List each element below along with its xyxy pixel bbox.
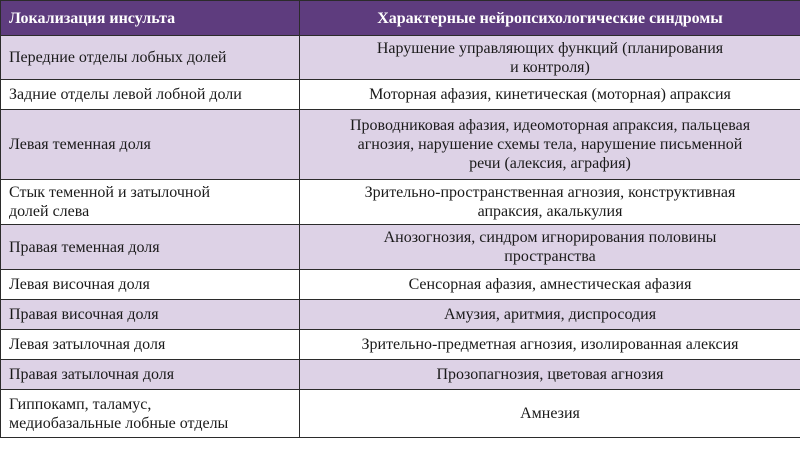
table-row <box>1 390 800 438</box>
table-header-row <box>1 1 800 36</box>
syndromes-cell: Прозопагнозия, цветовая агнозия <box>300 360 800 390</box>
header-localization: Локализация инсульта <box>1 1 300 36</box>
syndromes-cell: Амузия, аритмия, диспросодия <box>300 300 800 330</box>
stroke-location-cell: Левая височная доля <box>1 270 300 300</box>
table-row <box>1 36 800 80</box>
syndromes-cell: Проводниковая афазия, идеомоторная апраксия, пальцевая агнозия, нарушение схемы тела, нарушение письменной речи (алексия, аграфия) <box>300 110 800 180</box>
stroke-location-cell: Задние отделы левой лобной доли <box>1 80 300 110</box>
stroke-location-cell: Левая теменная доля <box>1 110 300 180</box>
table-row <box>1 270 800 300</box>
syndromes-cell: Сенсорная афазия, амнестическая афазия <box>300 270 800 300</box>
stroke-location-cell: Правая затылочная доля <box>1 360 300 390</box>
table-row <box>1 225 800 270</box>
table-row <box>1 110 800 180</box>
stroke-location-cell: Правая теменная доля <box>1 225 300 270</box>
syndromes-cell: Нарушение управляющих функций (планирования и контроля) <box>300 36 800 80</box>
syndromes-cell: Анозогнозия, синдром игнорирования половины пространства <box>300 225 800 270</box>
table-row <box>1 300 800 330</box>
stroke-location-cell: Левая затылочная доля <box>1 330 300 360</box>
stroke-location-cell: Правая височная доля <box>1 300 300 330</box>
table-row <box>1 330 800 360</box>
stroke-location-cell: Стык теменной и затылочной долей слева <box>1 180 300 225</box>
table-row <box>1 80 800 110</box>
header-syndromes: Характерные нейропсихологические синдромы <box>300 1 800 36</box>
stroke-location-cell: Гиппокамп, таламус, медиобазальные лобные отделы <box>1 390 300 438</box>
table-row <box>1 360 800 390</box>
syndromes-cell: Моторная афазия, кинетическая (моторная) апраксия <box>300 80 800 110</box>
syndromes-cell: Амнезия <box>300 390 800 438</box>
syndromes-cell: Зрительно-пространственная агнозия, конструктивная апраксия, акалькулия <box>300 180 800 225</box>
syndromes-cell: Зрительно-предметная агнозия, изолированная алексия <box>300 330 800 360</box>
table-row <box>1 180 800 225</box>
stroke-location-cell: Передние отделы лобных долей <box>1 36 300 80</box>
table-body <box>1 36 800 438</box>
